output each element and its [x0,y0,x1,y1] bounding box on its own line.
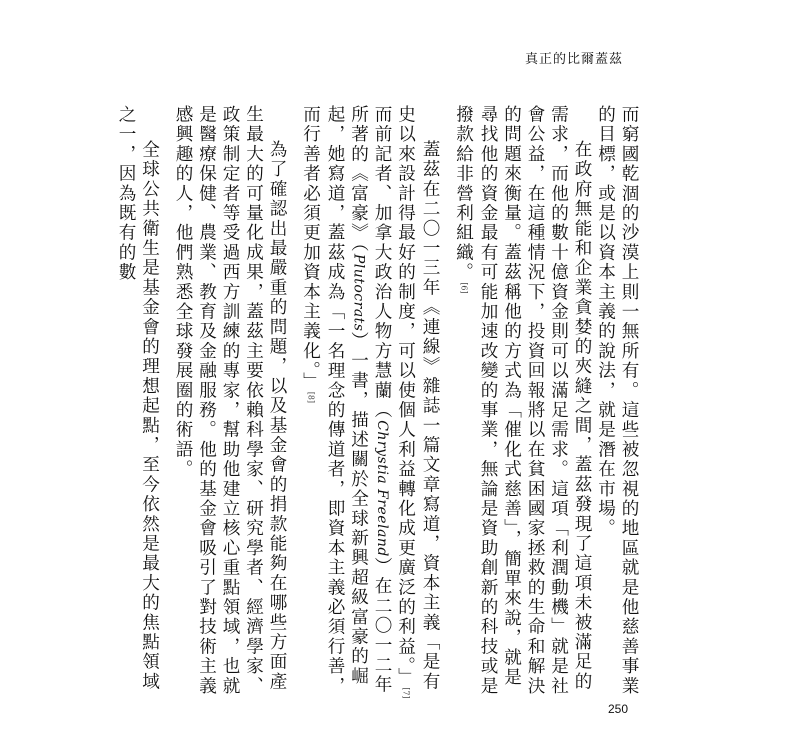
paragraph-1: 而窮國乾涸的沙漠上則一無所有。這些被忽視的地區就是他慈善事業的目標，或是以資本主義的說法，就是潛在市場。 [595,105,639,696]
paragraph-3 [298,105,441,705]
paragraph-3-text-c: ）在二〇一二年所著的《富豪》（ [348,105,392,695]
paragraph-3-text-b: 而前記者、加拿大政治人物方慧蘭（ [372,105,392,421]
latin-name-freeland: Chrystia Freeland [374,420,390,557]
latin-title-plutocrats: Plutocrats [350,253,367,332]
paragraph-2-text: 在政府無能和企業貪婪的夾縫之間，蓋茲發現了這項未被滿足的需求，而他的數十億資金則可以滿足需求。這項「利潤動機」就是社會公益，在這種情況下，投資回報將以在貧困國家拯救的生命和解決的問題來衡量。蓋茲稱他的方式為「催化式慈善」，簡單來說，就是尋找他的資金最有可能加速改變的事業，無論是資助創新的科技或是撥款給非營利組織。 [453,105,592,696]
paragraph-3-text-a: 蓋茲在二〇一三年《連線》雜誌一篇文章寫道，資本主義「是有史以來設計得最好的制度，可以使個人利益轉化成更廣泛的利益。」 [395,105,440,692]
paragraph-3-text-d: ）一書，描述關於全球新興超級富豪的崛起，她寫道，蓋茲成為「一名理念的傳道者，即資本主義必須行善，而行善者必須更加資本主義化。」 [300,105,369,696]
vertical-text-body [114,105,641,705]
running-title: 真正的比爾蓋茲 [524,52,623,67]
page-number: 250 [608,702,629,716]
footnote-ref-7: [7] [401,687,411,699]
paragraph-4: 為了確認出最嚴重的問題，以及基金會的捐款能夠在哪些方面產生最大的可量化成果，蓋茲主要依賴科學家、研究學者、經濟學家、政策制定者等受過西方訓練的專家，幫助他建立核心重點領域，也就是醫療保健、農業、教育及金融服務。他的基金會吸引了對技術主義感興趣的人，他們熟悉全球發展圈的術語。 [173,105,287,696]
footnote-ref-8: [8] [306,391,316,404]
paragraph-5: 全球公共衛生是基金會的理想起點，至今依然是最大的焦點領域之一，因為既有的數 [116,105,160,692]
paragraph-2 [451,105,593,705]
footnote-ref-6: [6] [459,282,469,294]
